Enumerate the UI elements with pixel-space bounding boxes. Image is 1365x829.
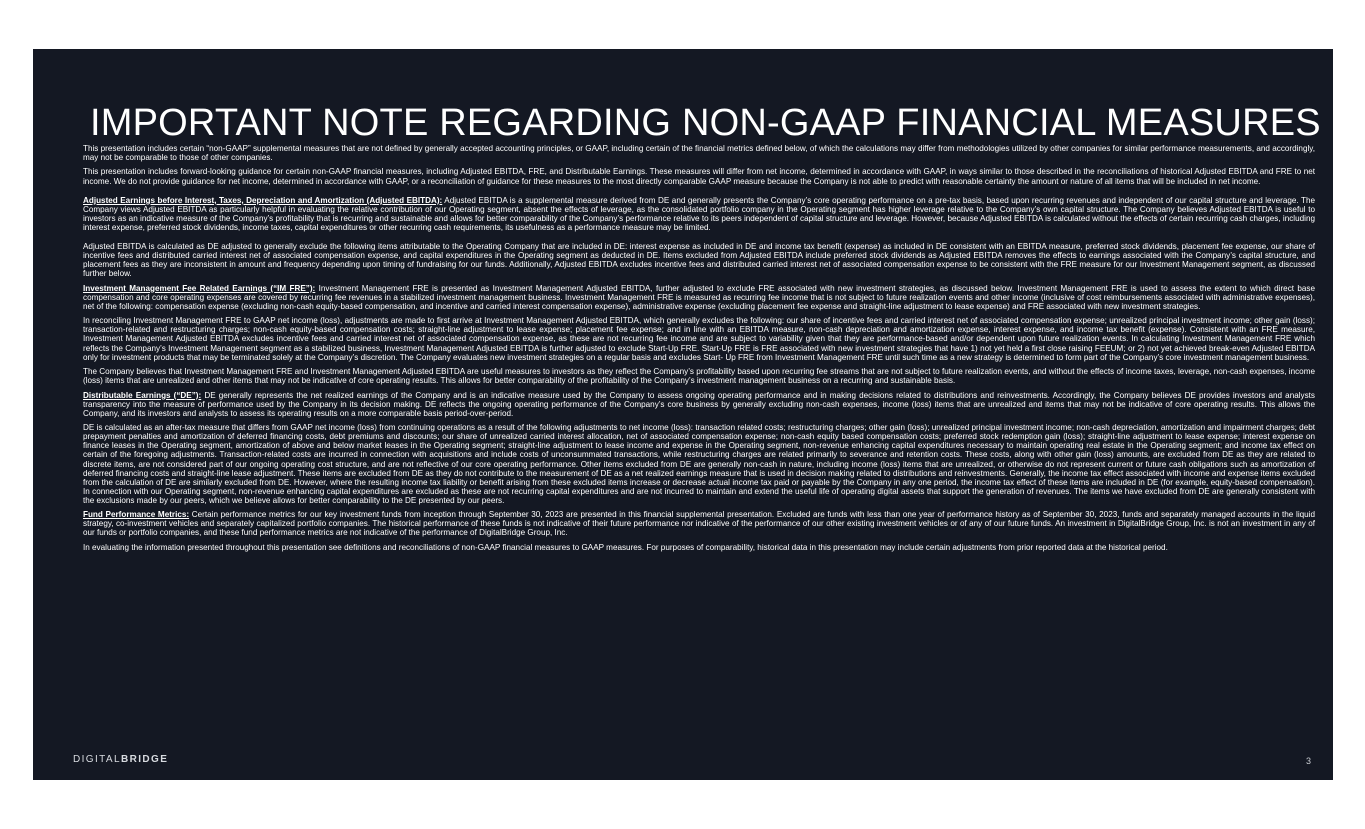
- paragraph-text: In evaluating the information presented throughout this presentation see definitions and reconciliations of non-GAAP financial measures to GAAP measures. For purposes of comparability, historical data in this presentation may include certain adjustments from prior reported data at the historical period.: [83, 542, 1168, 552]
- page-title: IMPORTANT NOTE REGARDING NON-GAAP FINANCIAL MEASURES: [90, 102, 1321, 144]
- page-number: 3: [1305, 756, 1311, 766]
- paragraph-text: Certain performance metrics for our key investment funds from inception through September 30, 2023 are presented in this financial supplemental presentation. Excluded are funds with less than one year of performance history as of September 30, 2023, funds and separately managed accounts in the liquid strategy, co-investment vehicles and separately capitalized portfolio companies. The historical performance of these funds is not indicative of their future performance nor indicative of the performance of our other existing investment vehicles or of any of our future funds. An investment in DigitalBridge Group, Inc. is not an investment in any of our funds or portfolio companies, and these fund performance metrics are not indicative of the performance of DigitalBridge Group, Inc.: [83, 510, 1315, 538]
- paragraph-non-gaap-intro: [83, 144, 1315, 162]
- paragraph-text: Adjusted EBITDA is a supplemental measure derived from DE and generally presents the Company’s core operating performance on a pre-tax basis, based upon recurring revenues and independent of our capital structure and leverage. The Company views Adjusted EBITDA as particularly helpful in evaluating the relative contribution of our Operating segment, absent the effects of leverage, as the consolidated portfolio company in the Operating segment has higher leverage relative to the Company’s own capital structure. The Company believes Adjusted EBITDA is useful to investors as an indicative measure of the Company’s profitability that is recurring and sustainable and allows for better comparability of the Company’s performance relative to its peers independent of capital structure and leverage. However, because Adjusted EBITDA is calculated without the effects of certain recurring cash charges, including interest expense, preferred stock dividends, income taxes, capital expenditures or other recurring cash requirements, its usefulness as a performance measure may be limited.: [83, 195, 1315, 232]
- term-adjusted-ebitda: Adjusted Earnings before Interest, Taxes, Depreciation and Amortization (Adjusted EBITDA):: [83, 195, 443, 205]
- term-im-fre: Investment Management Fee Related Earnings (“IM FRE”):: [83, 283, 316, 293]
- slide: [33, 49, 1333, 780]
- paragraph-text: Investment Management FRE is presented as Investment Management Adjusted EBITDA, further adjusted to exclude FRE associated with new investment strategies, as discussed below. Investment Management FRE is used to assess the extent to which direct base compensation and core operating expenses are covered by recurring fee revenues in a stabilized investment management business. Investment Management FRE is measured as recurring fee income that is not subject to future realization events and other income (inclusive of cost reimbursements associated with administrative expenses), net of the following: compensation expense (excluding non-cash equity-based compensation, and incentive and carried interest compensation expense), administrative expense (excluding placement fee expense and straight-line adjustment to lease expense) and FRE associated with new investment strategies.: [83, 283, 1315, 311]
- paragraph-fund-performance: [83, 510, 1315, 537]
- paragraph-im-fre-reconcile: [83, 316, 1315, 361]
- paragraph-text: DE generally represents the net realized earnings of the Company and is an indicative measure used by the Company to assess ongoing operating performance and in making decisions related to distributions and reinvestments. Accordingly, the Company believes DE provides investors and analysts transparency into the measure of performance used by the Company in its decision making. DE reflects the ongoing operating performance of the Company’s core business by generally excluding non-cash expenses, income (loss) items that are unrealized and items that may not be indicative of core operating results. This allows the Company, and its investors and analysts to assess its operating results on a more comparable basis period-over-period.: [83, 390, 1315, 418]
- paragraph-text: DE is calculated as an after-tax measure that differs from GAAP net income (loss) from continuing operations as a result of the following adjustments to net income (loss): transaction related costs; restructuring charges; other gain (loss); unrealized principal investment income; non-cash depreciation, amortization and impairment charges; debt prepayment penalties and amortization of deferred financing costs, debt premiums and discounts; our share of unrealized carried interest allocation, net of associated compensation expense; non-cash equity based compensation costs; preferred stock redemption gain (loss); straight-line adjustment to lease expense; interest expense on finance leases in the Operating segment, amortization of above and below market leases in the Operating segment; straight-line adjustment to lease income and expense in the Operating segment, non-revenue enhancing capital expenditures necessary to maintain operating real estate in the Operating segment; and income tax effect on certain of the foregoing adjustments. Transaction-related costs are incurred in connection with acquisitions and include costs of unconsummated transactions, while restructuring charges are related primarily to severance and retention costs. These costs, along with other gain (loss) amounts, are excluded from DE as they are related to discrete items, are not considered part of our ongoing operating cost structure, and are not reflective of our core operating performance. Other items excluded from DE are generally non-cash in nature, including income (loss) items that are unrealized, or otherwise do not represent current or future cash obligations such as amortization of deferred financing costs and straight-line lease adjustment. These items are excluded from DE as they do not contribute to the measurement of DE as a net realized earnings measure that is used in decision making related to distributions and reinvestments. Generally, the income tax effect associated with income and expense items excluded from the calculation of DE are similarly excluded from DE. However, where the resulting income tax liability or benefit arising from these excluded items increase or decrease actual income tax paid or payable by the Company in any one period, the income tax effect of these items are included in DE (for example, equity-based compensation). In connection with our Operating segment, non-revenue enhancing capital expenditures are excluded as these are not recurring capital expenditures and are not incurred to maintain and extend the useful life of operating digital assets that support the generation of revenues. The items we have excluded from DE are generally consistent with the exclusions made by our peers, which we believe allows for better comparability to the DE presented by our peers.: [83, 423, 1315, 505]
- disclosure-body: [83, 144, 1315, 557]
- paragraph-adjusted-ebitda: [83, 196, 1315, 232]
- paragraph-im-fre: [83, 284, 1315, 311]
- term-fund-performance-metrics: Fund Performance Metrics:: [83, 510, 190, 520]
- paragraph-adjusted-ebitda-calc: [83, 242, 1315, 278]
- paragraph-text: Adjusted EBITDA is calculated as DE adjusted to generally exclude the following items attributable to the Operating Company that are included in DE: interest expense as included in DE and income tax benefit (expense) as included in DE consistent with an EBITDA measure, preferred stock dividends, placement fee expense, our share of incentive fees and distributed carried interest net of associated compensation expense, and capital expenditures in the Operating segment as deducted in DE. Items excluded from Adjusted EBITDA include preferred stock dividends as Adjusted EBITDA removes the effects to earnings associated with the Company’s capital structure, and placement fees as they are inconsistent in amount and frequency depending upon timing of fundraising for our funds. Additionally, Adjusted EBITDA excludes incentive fees and distributed carried interest net of associated compensation expense to be consistent with the FRE measure for our Investment Management segment, as discussed further below.: [83, 242, 1315, 279]
- digitalbridge-logo: [73, 754, 168, 765]
- paragraph-text: The Company believes that Investment Management FRE and Investment Management Adjusted EBITDA are useful measures to investors as they reflect the Company’s profitability based upon recurring fee streams that are not subject to future realization events, and without the effects of income taxes, leverage, non-cash expenses, income (loss) items that are unrealized and other items that may not be indicative of core operating results. This allows for better comparability of the profitability of the Company’s investment management business on a recurring and sustainable basis.: [83, 367, 1315, 386]
- paragraph-forward-looking: [83, 167, 1315, 185]
- logo-light-text: DIGITAL: [73, 754, 121, 765]
- paragraph-im-fre-useful: [83, 367, 1315, 385]
- paragraph-evaluating: [83, 543, 1315, 552]
- logo-bold-text: BRIDGE: [120, 754, 169, 765]
- paragraph-text: This presentation includes certain “non-GAAP” supplemental measures that are not defined by generally accepted accounting principles, or GAAP, including certain of the financial metrics defined below, of which the calculations may differ from methodologies utilized by other companies for similar performance measurements, and accordingly, may not be comparable to those of other companies.: [83, 144, 1315, 163]
- paragraph-text: In reconciling Investment Management FRE to GAAP net income (loss), adjustments are made to first arrive at Investment Management Adjusted EBITDA, which generally excludes the following: our share of incentive fees and carried interest net of associated compensation expense; unrealized principal investment income; other gain (loss); transaction-related and restructuring charges; non-cash equity-based compensation costs; straight-line adjustment to lease expense; placement fee expense; and in line with an EBITDA measure, non-cash depreciation and amortization expense, interest expense, and income tax benefit (expense). Consistent with an FRE measure, Investment Management Adjusted EBITDA excludes incentive fees and carried interest net of associated compensation expense, as these are not recurring fee income and are subject to variability given that they are performance-based and/or dependent upon future realization events. In calculating Investment Management FRE which reflects the Company’s Investment Management segment as a stabilized business, Investment Management Adjusted EBITDA is further adjusted to exclude Start-Up FRE. Start-Up FRE is FRE associated with new investment strategies that have 1) not yet held a first close raising FEEUM; or 2) not yet achieved break-even Adjusted EBITDA only for investment products that may be terminated solely at the Company’s discretion. The Company evaluates new investment strategies on a regular basis and excludes Start- Up FRE from Investment Management FRE until such time as a new strategy is determined to form part of the Company’s core investment management business.: [83, 316, 1315, 362]
- term-distributable-earnings: Distributable Earnings (“DE”):: [83, 390, 202, 400]
- paragraph-de-calc: [83, 423, 1315, 505]
- paragraph-text: This presentation includes forward-looking guidance for certain non-GAAP financial measures, including Adjusted EBITDA, FRE, and Distributable Earnings. These measures will differ from net income, determined in accordance with GAAP, in ways similar to those described in the reconciliations of historical Adjusted EBITDA and FRE to net income. We do not provide guidance for net income, determined in accordance with GAAP, or a reconciliation of guidance for these measures to the most directly comparable GAAP measure because the Company is not able to predict with reasonable certainty the amount or nature of all items that will be included in net income.: [83, 167, 1315, 186]
- paragraph-de: [83, 391, 1315, 418]
